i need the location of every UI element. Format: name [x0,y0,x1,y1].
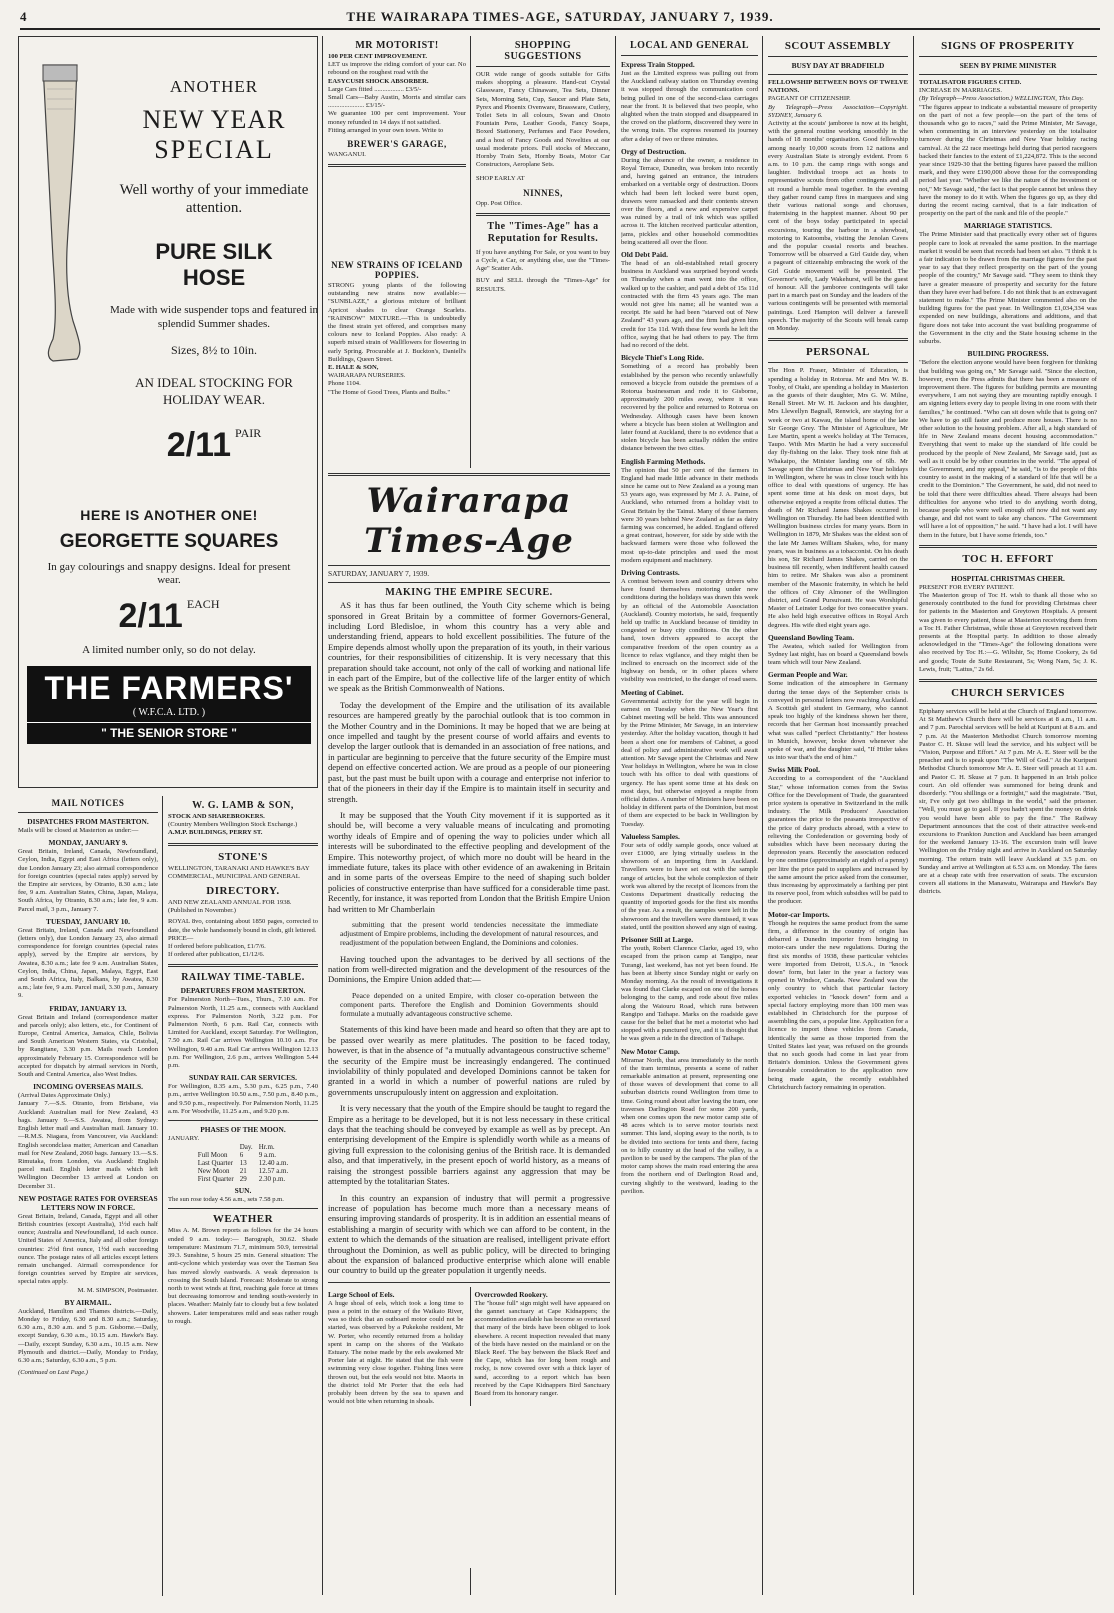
ad-desc2: In gay colourings and snappy designs. Ideal for present wear. [47,561,291,586]
ad-copy [99,77,318,465]
incoming-heading: INCOMING OVERSEAS MAILS. [33,1082,143,1092]
prosperity-heading: SIGNS OF PROSPERITY [941,40,1075,52]
mail-day-1: MONDAY, JANUARY 9. [48,838,128,848]
ad-product1: PURE SILK HOSE [155,239,273,290]
toch-sub: HOSPITAL CHRISTMAS CHEER. [951,573,1065,583]
ad-ideal: AN IDEAL STOCKING FOR HOLIDAY WEAR. [135,375,293,407]
mail-text-2: Great Britain, Ireland, Canada and Newfoundland (letters only), due London January 23, also airmail correspondence for foreign countries (special rates apply), served by the Empire air services, by Awatea, 8.30 a.m.; late fee 9 a.m. Australian States, Ceylon, India, China, Japan, Malaya, Egypt, East and South Africa, Italy, Balkans, by Awatea, 8.30 a.m.; late fee, 9 a.m. Parcel mail, 3.30 p.m., January 9. [18,926,158,1000]
local-item-title: Driving Contrasts. [621,567,680,577]
eels-text: A huge shoal of eels, which took a long time to pass a point in the estuary of the Waikato River, was so thick that an outboard motor could not be started, was observed by a Pukekohe resident, Mr W. Porter, who recently returned from a holiday spent in camp on the shores of the Waikato Estuary. The noise made by the eels awakened Mr Porter late at night. He stated that the fish were swimming very close together. Fishing lines were thrown out, but the eels would not bite. Maoris in the district told Mr Porter that the eels had probably been driven by the sea to spawn and would not bite when returning in shoals. [328,1299,464,1406]
personal-item-title: Queensland Bowling Team. [768,632,855,642]
col-3 [476,36,610,466]
shopping-shop: SHOP EARLY AT [476,175,525,183]
moon-heading: PHASES OF THE MOON. [200,1125,286,1135]
toch-text: The Masterton group of Toc H. wish to thank all those who so generously contributed to the fund for providing Christmas cheer for patients in the Masterton and Greytown Hospitals. A present was given to every patient, those at Masterton receiving them from a Toc H. Father Christmas, while those at Greytown received their presents at the Hospital party. In addition to those already acknowledged in the "Times-Age" the following donations were also received by Toc H.:—G. Wiltshir, 5s; Home Cookery, 2s 6d and goods; Toute de Suite Restaurant, 5s; Wong Nam, 5s; J. K. Lewis, fruit; "Lattus," 2s 6d. [919,591,1097,673]
motorist-sub: 100 PER CENT IMPROVEMENT. [328,53,428,60]
rookery-text: The "house full" sign might well have appeared on the gannet sanctuary at Cape Kidnappers; the accommodation available has become so overtaxed that many of the birds have been obliged to look elsewhere. A recent inspection revealed that many of the birds have nested on the mainland or on the Black Reef. The bay between the Black Reef and the Cape, which has for long been rough and rocky, is now covered over with a thick layer of sand, according to a report which has been received by the Cape Kidnappers Bird Sanctuary Board from its honorary ranger. [474,1299,610,1397]
directory-text: ROYAL 8vo, containing about 1850 pages, corrected to date, the whole handsomely bound in cloth, gilt lettered. [168,918,318,934]
nameplate: Wairarapa Times-Age [364,481,574,561]
stocking-illustration [23,59,93,369]
prosperity-sub2: TOTALISATOR FIGURES CITED. [919,79,1022,86]
directory-annual: AND NEW ZEALAND ANNUAL FOR 1938. [168,899,292,907]
reputation-text: If you have anything For Sale, or you want to buy a Cycle, a Car, or anything else, use the "Times-Age" Scatter Ads. [476,248,610,273]
editorial [328,468,610,1568]
col-5 [768,36,908,1596]
farmers-logo [27,666,311,744]
marriage-heading: MARRIAGE STATISTICS. [963,221,1053,231]
scouts-sub2: FELLOWSHIP BETWEEN BOYS OF TWELVE NATIONS. [768,79,908,95]
personal-item-title: Motor-car Imports. [768,909,830,919]
railway-text: For Palmerston North—Tues., Thurs., 7.10 a.m. For Palmerston North, 11.25 a.m., connects with Auckland express. For Palmerston North, 3.22 p.m. For Palmerston North, 6 p.m. Rail Car, connects with Limited for Auckland, except Saturday. For Wellington, 7.50 a.m. Rail Car arrives Wellington 10.10 a.m. For Wellington, 9.40 a.m. Rail Car arrives Wellington 12.13 p.m. For Wellington, 2.6 p.m., arrives Wellington 5.44 p.m. [168,996,318,1070]
poppies-motto: "The Home of Good Trees, Plants and Bulbs." [328,388,451,396]
editorial-body: AS it has thus far been outlined, the Youth City scheme which is being sponsored in Great Britain by a committee of former Governors-General, including Lord Bledisloe, in whom this country has a very able and understanding friend, appears to hold excellent possibilities. The future of the Empire depends almost wholly upon the preparation of its youth, in their various countries, for their responsibilities of citizenship. It is very necessary that this preparation should take account, not only of the call of working and national life in each part of the Empire, but of the collective life of the larger entity of which we speak as the British Commonwealth of Nations. Today the development of the Empire and the utilisation of its available resources are hampered greatly by the parochial outlook that is too common in the Mother Country and in the Dominions. It may be hoped that we are being at once impelled and taught by the present course of world affairs and events to develop the larger outlook that is demanded in an association of free nations, and in particular are beginning to perceive that the future security of the Empire must depend on effective concerted action. We are proud as a people of our pioneering past, but the past must be built upon with a courage and enterprise not inferior to that of the pioneers in their day if the Empire is to maintain itself in security and strength. It may be supposed that the Youth City movement if it is supported as it should be, will become a very valuable means of inculcating and promoting worthy ideals of Empire and of opening the way to policies under which all interests will be subordinated to the effective peopling and development of the Empire. This noteworthy project, of which more no doubt will be heard in the immediate future, takes its place with other evidence of an awakening in Britain and in some parts of the overseas Empire to the need of shaping such bolder policies of constructive enterprise than have sufficed for a considerable time past. Recently, for instance, it was reported from London that the British Empire Union had written to Mr Chamberlain submitting that the present world tendencies necessitate the immediate adjustment of Empire problems, including the development of natural resources, and readjustment of the population between England, the Dominions and colonies. Having touched upon the advantages to be derived by all sections of the nation from well-directed migration and the development of the resources of the Dominions, the Empire Union added that:— Peace depended on a united Empire, with closer co-operation between the component parts. Therefore the English and Dominion Governments should formulate a mutually advantageous constructive scheme. Statements of this kind have been made and heard so often that they are apt to be passed over wearily as mere platitudes. The position to be faced today, however, is that in the absence of "a mutually advantageous constructive scheme" the security of the Empire must be increasingly endangered. The continued inviolability of thinly populated and developed Dominions cannot be taken for granted in a world in which a number of powerful nations are ruled by governments unscrupulously intent on aggression and exploitation. It is very necessary that the youth of the Empire should be taught to regard the Empire as a heritage to be developed, but it is not less necessary in these critical days that the teaching should be conveyed by example as well as by precept. An enterprising development of the Empire is splendidly worth while as a means of giving full expression to the colonising genius of the British race. It is demanded also, and that imperatively, in the present epoch of world history, as a means of raising the strongest possible barriers against any aggression that may be attempted by the totalitarian States. In this country an expansion of industry that will permit a progressive increase of population has become much more than a necessary means of ensuring improving standards of prosperity. It is in addition an essential means of establishing a margin of security with which we can afford to be content, in the extent to which the demands of the situation are realised, intelligent private effort throughout the Dominion, as well as public policy, will be directed to bringing about the expansion of balanced productive enterprise which alone will enable our country to build up the greater population it urgently needs. [328,600,610,1276]
toch-heading: TOC H. EFFORT [962,552,1054,565]
table-row: Full Moon 6 9 a.m. [197,1151,276,1160]
church-text: Epiphany services will be held at the Church of England tomorrow. At St Matthew's Church there will be services at 8 a.m., 11 a.m. and 7 p.m. Parochial services will be held at Kuripuni at 8 a.m. and 7 p.m. At the Masterton Methodist Church tomorrow morning Pastor C. H. Skuse will lead the service, and his subject will be "Vision, Purpose and Effort." At 7 p.m. Mr A. E. Steer will be the preacher and is to speak upon "The Will of God." At the Kuripuni Methodist Church tomorrow Mr A. E. Steer will preach at 11 a.m. and Pastor C. H. Skuse at 7 p.m. It happened in an Irish police court. An old offender was summoned for being drunk and disorderly. "You shillings or a fortnight," said the magistrate. "But, sir, I've only got two shillings in the world," said the prisoner. "Well, you must go to gaol. If you hadn't spent the money on drink you would have been able to pay the fine." The Railway Department announces that the cost of their attractive week-end excursions to Frankton Junction and Auckland has been arranged for the weekend January 13-16. The excursion train will leave Wellington on the Friday night and arrive in Auckland on Saturday morning. The return train will leave Auckland at 3.5 p.m. on Sunday and arrive at Wellington at 6.53 a.m. on Monday. The fares are at a cheap rate with free reservation of seats. The excursion covers all stations in the Manawatu, Wairarapa and Hawke's Bay districts. [919,708,1097,896]
personal-item-text: Though he requires the same product from the same firm, a difference in the country of origin has debarred a Dunedin importer from bringing in motor-cars under the new regulations. During the first six months of 1938, these particular vehicles were imported from Detroit, U.S.A., in "knock down" form, but later in the year a factory was opened in Windsor, Canada. New Zealand was the only country to which that particular factory exported vehicles in "knock down" form and a special factory employing more than 100 men was established in Christchurch for the purpose of assembling the cars, a popular line. Application for a licence to import these vehicles from Canada, identically the same as those imported from the United States last year, was refused on the grounds that no such goods had come in last year from Britain's dominion. Unless the Government gives favourable consideration to the application now being made again, the recently established Christchurch factory remaining in operation. [768,919,908,1091]
local-item-text: The youth, Robert Clarence Clarke, aged 19, who escaped from the prison camp at Tangipo, near Turangi, last weekend, has not yet been found. He has been at liberty since Sunday night or early on Monday morning. As the result of investigations it was found that Clarke escaped on one of the horses belonging to the camp, and rode about five miles along the Waiouru Road, which runs between Rangipo and Taihape. Marks on the roadside gave cause for the belief that he met a motorist who had stopped with a punctured tyre, and it is thought that he was given a ride in the direction of Taihape. [621,945,758,1043]
ad-sizes: Sizes, 8½ to 10in. [171,343,257,357]
sun-heading: SUN. [234,1186,252,1196]
brand-sub: ( W.F.C.A. LTD. ) [132,707,206,718]
reputation-cta: BUY and SELL through the "Times-Age" for RESULTS. [476,277,610,293]
page-number: 4 [20,9,28,24]
weather-heading: WEATHER [212,1213,274,1226]
directory-title: STONE'S [218,850,268,863]
local-item-text: The opinion that 50 per cent of the farmers in England had made little advance in their methods since he came out to New Zealand as a young man 53 years ago, was expressed by Mr J. A. Paine, of Auckland, who returned from a holiday visit to Great Britain by the Tainui. Many of these farmers were 30 years behind New Zealand as far as dairy farming was concerned, he added. England offered a great contrast, however, for side by side with the backward farmers were those who followed the most up-to-date principles and used the most modern equipment and machinery. [621,466,758,564]
local-item-text: Four sets of oddly sample goods, once valued at over £1000, are lying virtually useless in the showroom of an importing firm in Auckland. Travellers were to have set out with the sample range of articles, but the whole complexion of their work was altered by the receipt of licences from the Customs Department drastically reducing the quantity of imported goods for the first six months of the year. As a result, the samples were left in the showroom and the travellers were dismissed, it was stated, until the position showed any sign of easing. [621,841,758,931]
local-item-text: Miramar North, that area immediately to the north of the tram terminus, presents a scene of rather remarkable animation at present, representing one of those waves of development that come to all suburban districts round Wellington from time to time. Going round about after leaving the tram, one traverses Darlington Road for some 200 yards, when one comes upon the new motor camp site of 48 acres which is to serve motor tourists next summer. This land, sloping away to the north, is to be divided into sections for tents and there, facing on to hilly country at the head of the valley, is a pavilion to be used by the campers. The plan of the motor camp shows the main road entering the area from the northern end of Darlington Road and, curving slightly to the westward, leading to the pavilion. [621,1056,758,1195]
directory-heading: DIRECTORY. [206,885,280,898]
local-item-text: Just as the Limited express was pulling out from the Auckland railway station on Thursday evening it was stopped through the communication cord being pulled in one of the second-class carriages near the front. It is believed that two people, who alighted when the train stopped and disappeared in the crowd on the platform, discovered they were in the wrong train. The express resumed its journey after a delay of two or three minutes. [621,70,758,143]
shopping-text: OUR wide range of goods suitable for Gifts makes shopping a pleasure. Hand-cut Crystal Glassware, Fancy Chinaware, Tea Sets, Dinner Sets, Morning Sets, Cup, Saucer and Plate Sets, Pyrex and Phoenix Ovenware, Brassware, Cutlery, Toilet Sets in all colours, Swan and Onoto Fountain Pens, Leather Goods, Fancy Soaps, Boxed Stationery, Perfumes and Face Powders, and a host of Fancy Goods and Novelties at our usual moderate prices. Full stocks of Meccano, Hornby Train Sets, Hornby Boats, Motor Car Constructors, Aeroplane Sets. [476,71,610,169]
local-item-title: New Motor Camp. [621,1046,680,1056]
poppies-heading: NEW STRAINS OF ICELAND POPPIES. [331,260,463,280]
ad-another: HERE IS ANOTHER ONE! [80,507,258,523]
col-4-local [621,36,758,1596]
mail-text-3: Great Britain and Ireland (correspondence matter and parcels only); also letters, etc., for Continent of Europe, Central America, Jamaica, Chile, Bolivia and South American Western States, via Cristobal, by Rangitane, 3.30 p.m. Mails reach London approximately February 15. Correspondence will be accepted for dispatch by airmail services in North, South and Central America, also West Indies. [18,1013,158,1079]
motorist-text: LET us improve the riding comfort of your car. No rebound on the roughest road with the [328,61,466,77]
stockbroker-name: W. G. LAMB & SON, [192,800,294,811]
railway-sunday: SUNDAY RAIL CAR SERVICES. [188,1073,298,1083]
ad-unit1: PAIR [235,426,262,440]
building-text: "Before the election anyone would have been forgiven for thinking that building was going on," Mr Savage said. "Since the election, however, even the Press admits that there has been a measure of improvement there. The figures for building permits are mounting everywhere, I am not saying they are mounting rapidly enough. I am signing letters every day to people living in one room with their families," he continued. "Who can sit down while that is going on? We have to go still faster and produce more houses. There is no other solution to the housing problem. After all, a high standard of life in New Zealand means decent housing accommodation." Everything that went to make up the standard of life could be produced by the people of New Zealand, Mr Savage said, just as well as it could be by other countries in the world. "The appeal of the Government, and my appeal," he said, "is to the people of this country to assist in the making of a standard of life that will be a credit to the Dominion." The Government, he said, did not need to be told that there were difficulties ahead. There always had been difficulties for anyone who tried to do anything worth doing, because people who were well enough off now did not want any change, and did not want to take any chances. "The Government will have a lot of opposition," he said. "I have had a lot. I will have them in the future, but I have some friends, too." [919,359,1097,539]
mail-text-1: Great Britain, Ireland, Canada, Newfoundland, Ceylon, India, Egypt and East Africa (letters only), due London January 23; also airmail correspondence for foreign countries (special rates apply) served by the Empire air services, by Otranto, 8.30 a.m.; late fee, 9 a.m. Australian States, China, Japan, Malaya, South Africa, by Otranto, 8.30 a.m.; late fee, 9 a.m. Parcel mail, 3 p.m., January 7. [18,848,158,913]
incoming-sub: (Arrival Dates Approximate Only.) [18,1092,111,1100]
mail-day-2: TUESDAY, JANUARY 10. [46,916,130,926]
stockbroker-role: STOCK AND SHAREBROKERS. [168,813,265,820]
prosperity-sub: SEEN BY PRIME MINISTER [959,61,1057,70]
motorist-price-2: Small Cars—Baby Austin, Morris and similar cars ...................... £3/15/- [328,94,466,110]
mail-heading: MAIL NOTICES [51,798,125,808]
postage-heading: NEW POSTAGE RATES FOR OVERSEAS LETTERS NOW IN FORCE. [18,1193,158,1212]
local-item-title: English Farming Methods. [621,456,706,466]
weather-text: Miss A. M. Brown reports as follows for the 24 hours ended 9 a.m. today:— Barograph, 30.62. Shade temperature: Maximum 71.7, minimum 50.9, terrestrial 39.3. Sunshine, 5 hours 25 min. General situation: The anti-cyclone which yesterday was over the Tasman Sea has moved slowly eastwards. A weak depression is crossing the South Island. Forecast: Moderate to strong north to west winds at first, reaching gale force at times but decreasing tomorrow and tending south-westerly in places. Weather: Mainly fair to cloudy but a few isolated showers. Later temperatures mild and seas rather rough to rough. [168,1227,318,1325]
marriage-text: The Prime Minister said that practically every other set of figures people care to look at revealed the same position. In the marriage market it would be seen that records had been set also. "I think it is a fair indication to be drawn from the marriage figures for the past year to say that they reflect prosperity on the part of the young people of the country," Mr Savage said. "They seem to think they have a greater measure of prosperity and security for the future than they have ever had before. I do not think that is an extravagant statement to make." The Prime Minister commented also on the building figures for the past year. In Wellington £1,034,334 was expended on new buildings, alterations and additions, and that figure does not take into account the vast building programme of the Government in the city and the State housing scheme in the suburbs. [919,231,1097,346]
scouts-sub3: PAGEANT OF CITIZENSHIP. [768,95,851,103]
motorist-name: BREWER'S GARAGE, [347,139,447,150]
mail-day-3: FRIDAY, JANUARY 13. [49,1003,127,1013]
poppies-text: STRONG young plants of the following outstanding new strains now available:— "SUNBLAZE," a glorious mixture of brilliant Apricot shades to clear Orange Scarlets. "RAINBOW" MIXTURE.—This is undoubtedly the finest strain yet offered, and comprises many colours new to Iceland Poppies. Also ready: A superb mixed strain of Wallflowers for flowering in early Spring. Procurable at J. Buckton's, Daniell's Buildings, Queen Street. [328,282,466,363]
masthead [20,6,1100,30]
newspaper-title: THE WAIRARAPA TIMES-AGE, SATURDAY, JANUARY 7, 1939. [346,9,774,24]
directory-price-label: PRICE— [168,934,194,942]
poppies-advert [328,256,466,466]
local-item-title: Bicycle Thief's Long Ride. [621,353,704,363]
moon-col-day: Day. [239,1143,253,1152]
local-item-title: Valueless Samples. [621,831,680,841]
personal-heading: PERSONAL [806,346,870,359]
brand-name: THE FARMERS' [44,670,294,706]
local-item-title: Orgy of Destruction. [621,146,687,156]
motorist-guarantee: We guarantee 100 per cent improvement. Your money refunded in 14 days if not satisfied. [328,110,466,126]
prosperity-text: "The figures appear to indicate a substantial measure of prosperity on the part of not a few people—on the part of the tens of thousands who go to races," said the Prime Minister, Mr Savage, when commenting in an interview yesterday on the totalisator turnover during the Christmas and New Year holiday racing carnival. At the 22 race meetings held during that period racegoers backed their fancies to the extent of £1,224,872. This is the second year since 1929-30 that the betting figures have passed the million mark, and they were £190,000 above those for the corresponding period last year. "Whether we like the nature of the investment or not," Mr Savage said, "the fact is that people cannot bet unless they have the money to do it with. When the figures go up, as they did during the recent racing carnival, that is a fair indication of prosperity on the part of the rank and file of the people." [919,103,1097,218]
personal-item-title: Swiss Milk Pool. [768,765,820,775]
ad-price1: 2/11 [166,426,232,464]
poppies-firm: WAIRARAPA NURSERIES. [328,372,406,380]
sun-text: The sun rose today 4.56 a.m., sets 7.58 p.m. [168,1196,284,1204]
local-item-text: Governmental activity for the year will begin in earnest on Tuesday when the New Year's first Cabinet meeting will be held. This was announced by the Prime Minister, Mr Savage, in an interview yesterday. After the holiday vacation, though it had been a short one for members of Cabinet, a good deal of policy and administrative work will await attention. Mr Savage spent the Christmas and New Year holidays in Wellington, where he was in close touch with his office to deal with questions of urgency. He has spent some time at his desk on most days, but otherwise enjoyed a respite from official duties. A number of Ministers have been on holiday in different parts of the Dominion, but most of them are expected to be back in Wellington by Tuesday. [621,697,758,828]
continued-note: (Continued on Last Page.) [18,1369,88,1377]
airmail-heading: BY AIRMAIL. [64,1297,112,1307]
postmaster-signoff: M. M. SIMPSON, Postmaster. [77,1286,158,1294]
local-heading: LOCAL AND GENERAL [629,40,750,51]
building-heading: BUILDING PROGRESS. [967,349,1049,359]
local-item-title: Prisoner Still at Large. [621,935,694,945]
ad-product2: GEORGETTE SQUARES [59,531,279,552]
scouts-sub: BUSY DAY AT BRADFIELD [791,61,885,70]
prosperity-sub3: INCREASE IN MARRIAGES. [919,87,1002,95]
editorial-heading: MAKING THE EMPIRE SECURE. [385,587,553,599]
personal-item-text: According to a correspondent of the "Auckland Star," whose information comes from the Swiss Office for the Development of Trade, the guaranteed price system is operative in Switzerland in the milk industry. The Milk Producers' Association guarantees the price to the peasants irrespective of the price of dairy products abroad, with a view to relieving the Confederation or governing body of subsidies which have been necessary during the depression years. Recently the association reduced by one centime (approximately an eighth of a penny) per litre the price paid to suppliers and increased by the same amount the price asked from the consumer, thus increasing by approximately a farthing per pint its reserve pool, from which subsidies will be paid to the producer. [768,775,908,906]
moon-col-time: Hr.m. [258,1143,275,1152]
table-row: New Moon 21 12.57 a.m. [197,1167,289,1176]
local-item-text: Something of a record has probably been established by the person who recently unlawfully removed a bicycle from outside the premises of a Rotorua businessman and rode it to Gisborne, approximately 200 miles away, where it was recovered by the police and returned to Rotorua on Wednesday. Although cases have been known where a bicycle has been stolen at Wellington and later found at Auckland, there is no evidence that a stolen bicycle has been actually ridden the entire distance between the two cities. [621,363,758,453]
motorist-price-1: Large Cars fitted .................. £3/5/- [328,85,422,93]
personal-item-title: German People and War. [768,670,848,680]
motorist-place: WANGANUI. [328,151,366,159]
scouts-byline: By Telegraph—Press Association—Copyright. SYDNEY, January 6. [768,103,908,119]
shopping-heading: SHOPPING SUGGESTIONS [504,40,582,62]
table-row: Last Quarter 13 12.40 a.m. [197,1159,289,1168]
poppies-name: E. HALE & SON, [328,364,379,372]
local-item-title: Old Debt Paid. [621,250,669,260]
local-item-text: The head of an old-established retail grocery business in Auckland was surprised beyond words on Thursday when a man went into the office, walked up to the cashier, and paid a debt of 15s 11d contracted with the firm 43 years ago. The man would not give his name; all he wanted was a receipt. He said he had been "starved out of New Zealand" 43 years ago, and the firm had given him credit for 15s 11d. With these few words he left the office, saying that he had others to pay. The firm had no record of the debt. [621,260,758,350]
motorist-heading: MR MOTORIST! [355,40,439,51]
shopping-name: NINNES, [523,187,563,198]
ad-unit2: EACH [186,597,220,611]
stockbroker-member: (Country Members Wellington Stock Exchange.) [168,821,298,829]
ad-line2: NEW YEAR [142,105,286,134]
motorist-product: EASYCUSH SHOCK ABSORBER. [328,77,429,85]
scouts-text: Activity at the scouts' jamboree is now at its height, with the general routine working smoothly in the hands of 18 months' organisation. Good fellowship among nearly 10,000 scouts from 12 nations and every Australian State is strongly evident. From 6 a.m. to 10 p.m. the camp rings with songs and laughter. Individual troops act as hosts to representative scouts from other contingents and all sit round a humble meal together. In the evening they gather round camp fires in marquees and sing their various national songs and choruses, fraternising in the happiest manner. About 90 per cent of the boys today participated in special excursions, touring the harbour in a showboat, motoring to Katoomba, visiting the Jenolan Caves and the popular coastal resorts and beaches. Tomorrow will be observed a Girl Guide day, when a pageant of citizenship embracing the work of the Girl Guide movement will be presented. The Governor's wife, Lady Wakehurst, will be the guest of honour. All the jamboree contingents will take part in a march past on Sunday and the leaders of the various contingents will be presented with memorial paintings. Lord Hampton will deliver a farewell speech. The majority of the Scouts will break camp on Monday. [768,120,908,333]
farmers-advert [18,36,318,788]
col-1 [18,36,318,1596]
rookery-title: Overcrowded Rookery. [474,1289,548,1299]
church-heading: CHURCH SERVICES [951,687,1065,699]
directory-price-1: If ordered before publication, £1/7/6. [168,943,266,951]
col-6 [919,36,1097,1596]
mail-notices [18,798,158,1377]
moon-month: JANUARY. [168,1135,200,1143]
stockbroker-address: A.M.P. BUILDINGS, PERRY ST. [168,829,263,837]
local-item-text: During the absence of the owner, a residence in Royal Terrace, Dunedin, was broken into recently and, having gained an entrance, the intruders embarked on a veritable orgy of destruction. Doors which had been left locked were burst open, drawers were ransacked and their contents strewn over the floors, and a new and expensive carpet was ruined by a trail of ink which was spilled across it. The kitchen received particular attention, jams, pickles and other household commodities being scattered all over the floor. [621,156,758,246]
directory-price-2: If ordered after publication, £1/12/6. [168,951,265,959]
ad-desc1: Made with wide suspender tops and featured in splendid Summer shades. [109,304,318,330]
ad-line3: SPECIAL [154,135,274,164]
col-1b [168,796,318,1326]
directory-sub2: COMMERCIAL, MUNICIPAL AND GENERAL [168,872,300,880]
incoming-text: January 7.—S.S. Otranto, from Brisbane, via Auckland: Australian mail for New Zealand, 43 bags. January 9.—S.S. Awatea, from Sydney: English letter mail and Australian mail. January 10.—R.M.S. Niagara, from Vancouver, via Auckland: English secondclass matter, American and Canadian mail for New Zealand, 2060 bags. January 13.—S.S. Rimutaka, from London, via Auckland: English parcel mail. English letter mails which left Wellington December 13 arrived at London on December 31. [18,1100,158,1190]
shopping-address: Opp. Post Office. [476,199,523,207]
prosperity-byline: (By Telegraph—Press Association.) WELLINGTON, This Day. [919,95,1084,103]
postage-text: Great Britain, Ireland, Canada, Egypt and all other British countries (except Australia), 1½d each half ounce; Australia and Newfoundland, 1d each ounce. United States of America, Italy and all other foreign countries: 2½d first ounce, 1½d each succeeding ounce. The postage rates of all articles except letters remain unchanged. Airmail correspondence for foreign countries served by Empire air services, special rates apply. [18,1212,158,1286]
railway-heading: RAILWAY TIME-TABLE. [181,972,305,984]
local-item-title: Meeting of Cabinet. [621,687,684,697]
moon-table [195,1143,292,1183]
editorial-date: SATURDAY, JANUARY 7, 1939. [328,569,430,578]
ad-limit: A limited number only, so do not delay. [82,644,256,656]
mail-intro: Mails will be closed at Masterton as under:— [18,827,139,834]
ad-tagline: Well worthy of your immediate attention. [119,182,309,216]
railway-sunday-text: For Wellington, 8.35 a.m., 5.30 p.m., 6.25 p.m., 7.40 p.m., arrive Wellington 10.50 a.m., 7.50 p.m., 8.40 p.m., and 9.50 p.m., respectively. For Palmerston North, 11.25 a.m. For Woodville, 11.25 a.m., and 9.20 p.m. [168,1083,318,1115]
reputation-heading: The "Times-Age" has a Reputation for Results. [487,220,599,244]
mail-subheading: DISPATCHES FROM MASTERTON. [27,817,149,826]
directory-sub: WELLINGTON, TARANAKI AND HAWKE'S BAY [168,864,310,872]
airmail-text: Auckland, Hamilton and Thames districts.—Daily, Monday to Friday, 6.30 and 8.30 a.m.; Saturday, 6.30 a.m., 8.30 a.m. and 5 p.m. Gisborne.—Daily, except Sunday, 6.30 a.m., 10.15 a.m. Hawke's Bay.—Daily, except Sunday, 6.30 a.m., 10.15 a.m. New Plymouth and district.—Daily, Monday to Friday, 6.30 a.m.; Saturday, 6.30 a.m., 5 p.m. [18,1307,158,1364]
scouts-heading: SCOUT ASSEMBLY [784,40,892,52]
motorist-fitting: Fitting arranged in your own town. Write to [328,126,444,134]
brand-slogan: " THE SENIOR STORE " [27,722,311,740]
poppies-phone: Phone 1104. [328,380,361,388]
table-row: First Quarter 29 2.30 p.m. [197,1175,286,1184]
personal-item-text: The Awatea, which sailed for Wellington from Sydney last night, has on board a Queensland bowls team which will tour New Zealand. [768,642,908,667]
personal-item-text: Some indication of the atmosphere in Germany during the tense days of the September crisis is conveyed in personal letters now reaching Auckland. A Scottish girl student in Germany, who cannot speak too highly of the kindness shown her there, records that her German host incessantly preached what was called "perfect Christianity." Her hostess in Munich, however, broke down whenever she spoke of war, and the daughter said, "If Hitler takes us into war that's the end of him." [768,680,908,762]
eels-title: Large School of Eels. [328,1289,395,1299]
personal-text: The Hon P. Fraser, Minister of Education, is spending a holiday in Rotorua. Mr and Mrs W. B. Tooby, of Otaki, are spending a holiday in Masterton as the guests of their daughter, Mrs G. W. Milne, Renall Street. Mr W. H. Jackson and his daughter, Mrs Llewellyn Bagnall, Renwick, are staying for a week or two at Kawau, the island home of the late Sir George Grey. The Minister of Agriculture, Mr Lee Martin, spent a week's holiday at The Terraces, Taupo. With Mrs Martin he had a very successful day fly-fishing on the lake. They took nine fish at Whakaipo, the Minister landing one of 6lb. Mr Savage spent the Christmas and New Year holidays in Wellington, where he was in close touch with his office to deal with questions of urgency. He has spent some time at his desk on most days, but otherwise enjoyed a respite from official duties. The death of Mr Richard James Shakes occurred in Wellington on Thursday. He had been identified with Wellington business circles for many years. Born in Wellington in 1879, Mr Shakes was the eldest son of the late Mr James William Shakes, who, for many years, was in business as a tobacconist. On his death his son, Sir Richard James Shakes, carried on the business till recently, when indifferent health caused him to retire. Mr Shakes was also a prominent member of the Masonic fraternity, in which he held the offices of City Almoner of the Wellington district, and Grand Pursuivant. He was Worshipful Master of Leinster Lodge for two consecutive years. He also held high executive offices in Royal Arch degrees. His wife died eight years ago. [768,367,908,629]
toch-sub2: PRESENT FOR EVERY PATIENT. [919,583,1014,591]
railway-sub: DEPARTURES FROM MASTERTON. [180,986,306,996]
local-item-text: A contrast between town and country drivers who have found themselves motoring under new conditions during the holidays was drawn this week by an official of the Automobile Association (Auckland). Country motorists, he said, frequently held up traffic in Auckland because of timidity in congested or busy city conditions. On the other hand, town drivers appeared to accept the comparative freedom of the open country as a licence to relax vigilance, and they might then be inclined to encroach on the incorrect side of the highway on bends, or in other places where visibility was restricted, to the danger of road users. [621,577,758,684]
ad-price2: 2/11 [118,597,183,635]
directory-pub: (Published in November.) [168,907,236,915]
local-item-title: Express Train Stopped. [621,60,695,69]
ad-line1: ANOTHER [169,77,259,96]
